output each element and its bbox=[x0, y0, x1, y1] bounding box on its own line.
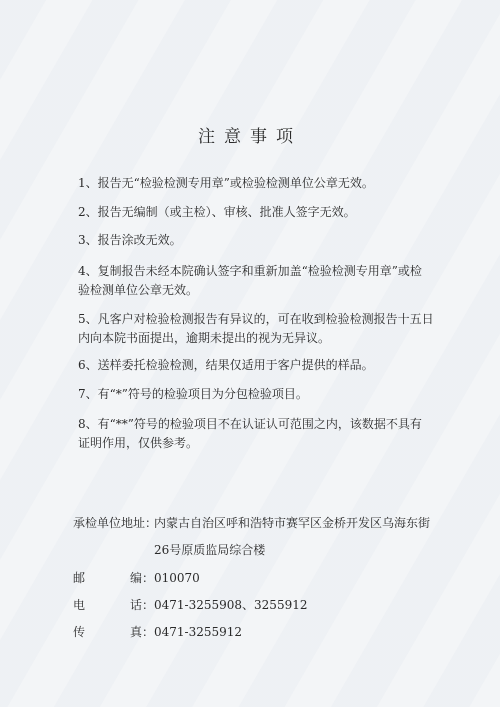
address-label: 承检单位地址： bbox=[73, 516, 158, 530]
note-text: 1、报告无“检验检测专用章”或检验检测单位公章无效。 bbox=[78, 176, 374, 190]
note-item-3 bbox=[78, 233, 440, 248]
note-item-8 bbox=[78, 415, 440, 453]
fax-label-b: 真： bbox=[130, 625, 155, 639]
note-item-2 bbox=[78, 205, 440, 220]
phone-label-a: 电 bbox=[73, 598, 86, 612]
note-item-1 bbox=[78, 176, 440, 191]
note-text: 2、报告无编制（或主检）、审核、批准人签字无效。 bbox=[78, 205, 356, 219]
note-text: 6、送样委托检验检测，结果仅适用于客户提供的样品。 bbox=[78, 358, 374, 372]
fax-label-a: 传 bbox=[73, 625, 86, 639]
page-title: 注意事项 bbox=[198, 127, 302, 147]
note-item-5 bbox=[78, 310, 440, 348]
note-item-7 bbox=[78, 387, 440, 402]
address-value-continued: 26号原质监局综合楼 bbox=[154, 543, 266, 557]
note-text: 7、有“*”符号的检验项目为分包检验项目。 bbox=[78, 387, 308, 401]
note-text-continued: 内向本院书面提出，逾期未提出的视为无异议。 bbox=[78, 331, 331, 345]
postcode-value: 010070 bbox=[154, 571, 200, 585]
note-text: 5、凡客户对检验检测报告有异议的，可在收到检验检测报告十五日 bbox=[78, 312, 434, 326]
phone-value: 0471-3255908、3255912 bbox=[154, 598, 308, 612]
address-value: 内蒙古自治区呼和浩特市赛罕区金桥开发区乌海东街 bbox=[154, 516, 431, 530]
note-text: 3、报告涂改无效。 bbox=[78, 233, 182, 247]
note-item-6 bbox=[78, 358, 440, 373]
note-item-4 bbox=[78, 262, 440, 300]
phone-label-b: 话： bbox=[130, 598, 155, 612]
postcode-label-a: 邮 bbox=[73, 571, 86, 585]
note-text: 8、有“**”符号的检验项目不在认证认可范围之内，该数据不具有 bbox=[78, 417, 422, 431]
note-text: 4、复制报告未经本院确认签字和重新加盖“检验检测专用章”或检 bbox=[78, 264, 422, 278]
fax-value: 0471-3255912 bbox=[154, 625, 243, 639]
note-text-continued: 证明作用，仅供参考。 bbox=[78, 436, 199, 450]
postcode-label-b: 编： bbox=[130, 571, 155, 585]
note-text-continued: 验检测单位公章无效。 bbox=[78, 283, 199, 297]
